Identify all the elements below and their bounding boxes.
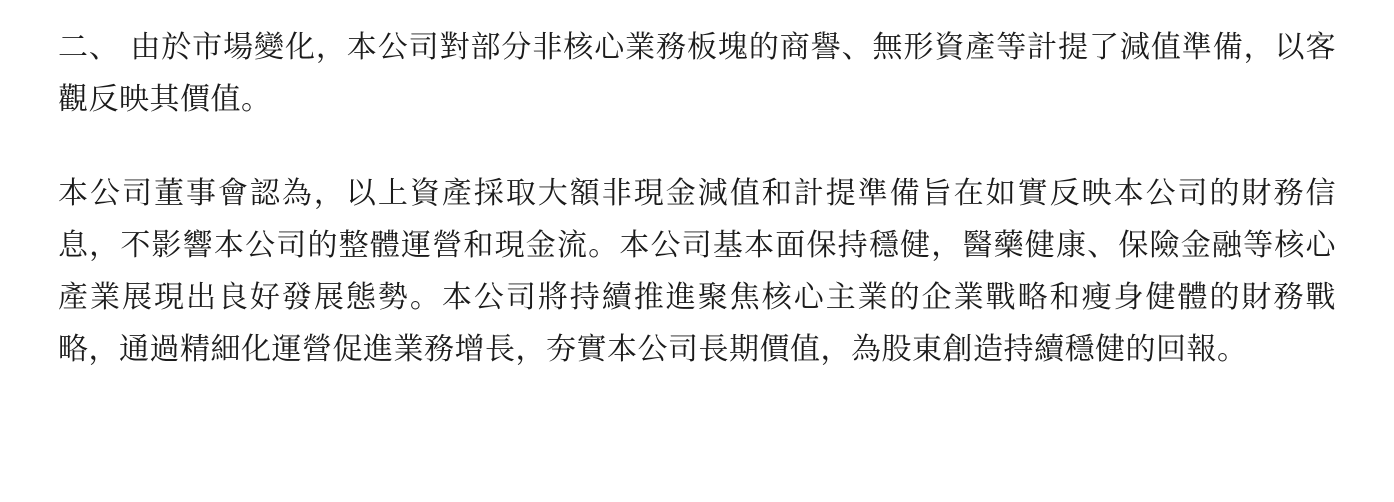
paragraph-board-opinion: 本公司董事會認為，以上資產採取大額非現金減值和計提準備旨在如實反映本公司的財務信息，不影響本公司的整體運營和現金流。本公司基本面保持穩健，醫藥健康、保險金融等核心產業展現出良好發展態勢。本公司將持續推進聚焦核心主業的企業戰略和瘦身健體的財務戰略，通過精細化運營促進業務增長，夯實本公司長期價值，為股東創造持續穩健的回報。 — [58, 176, 1336, 367]
paragraph-clause-two: 二、 由於市場變化，本公司對部分非核心業務板塊的商譽、無形資產等計提了減值準備，以客觀反映其價值。 — [58, 30, 1336, 117]
